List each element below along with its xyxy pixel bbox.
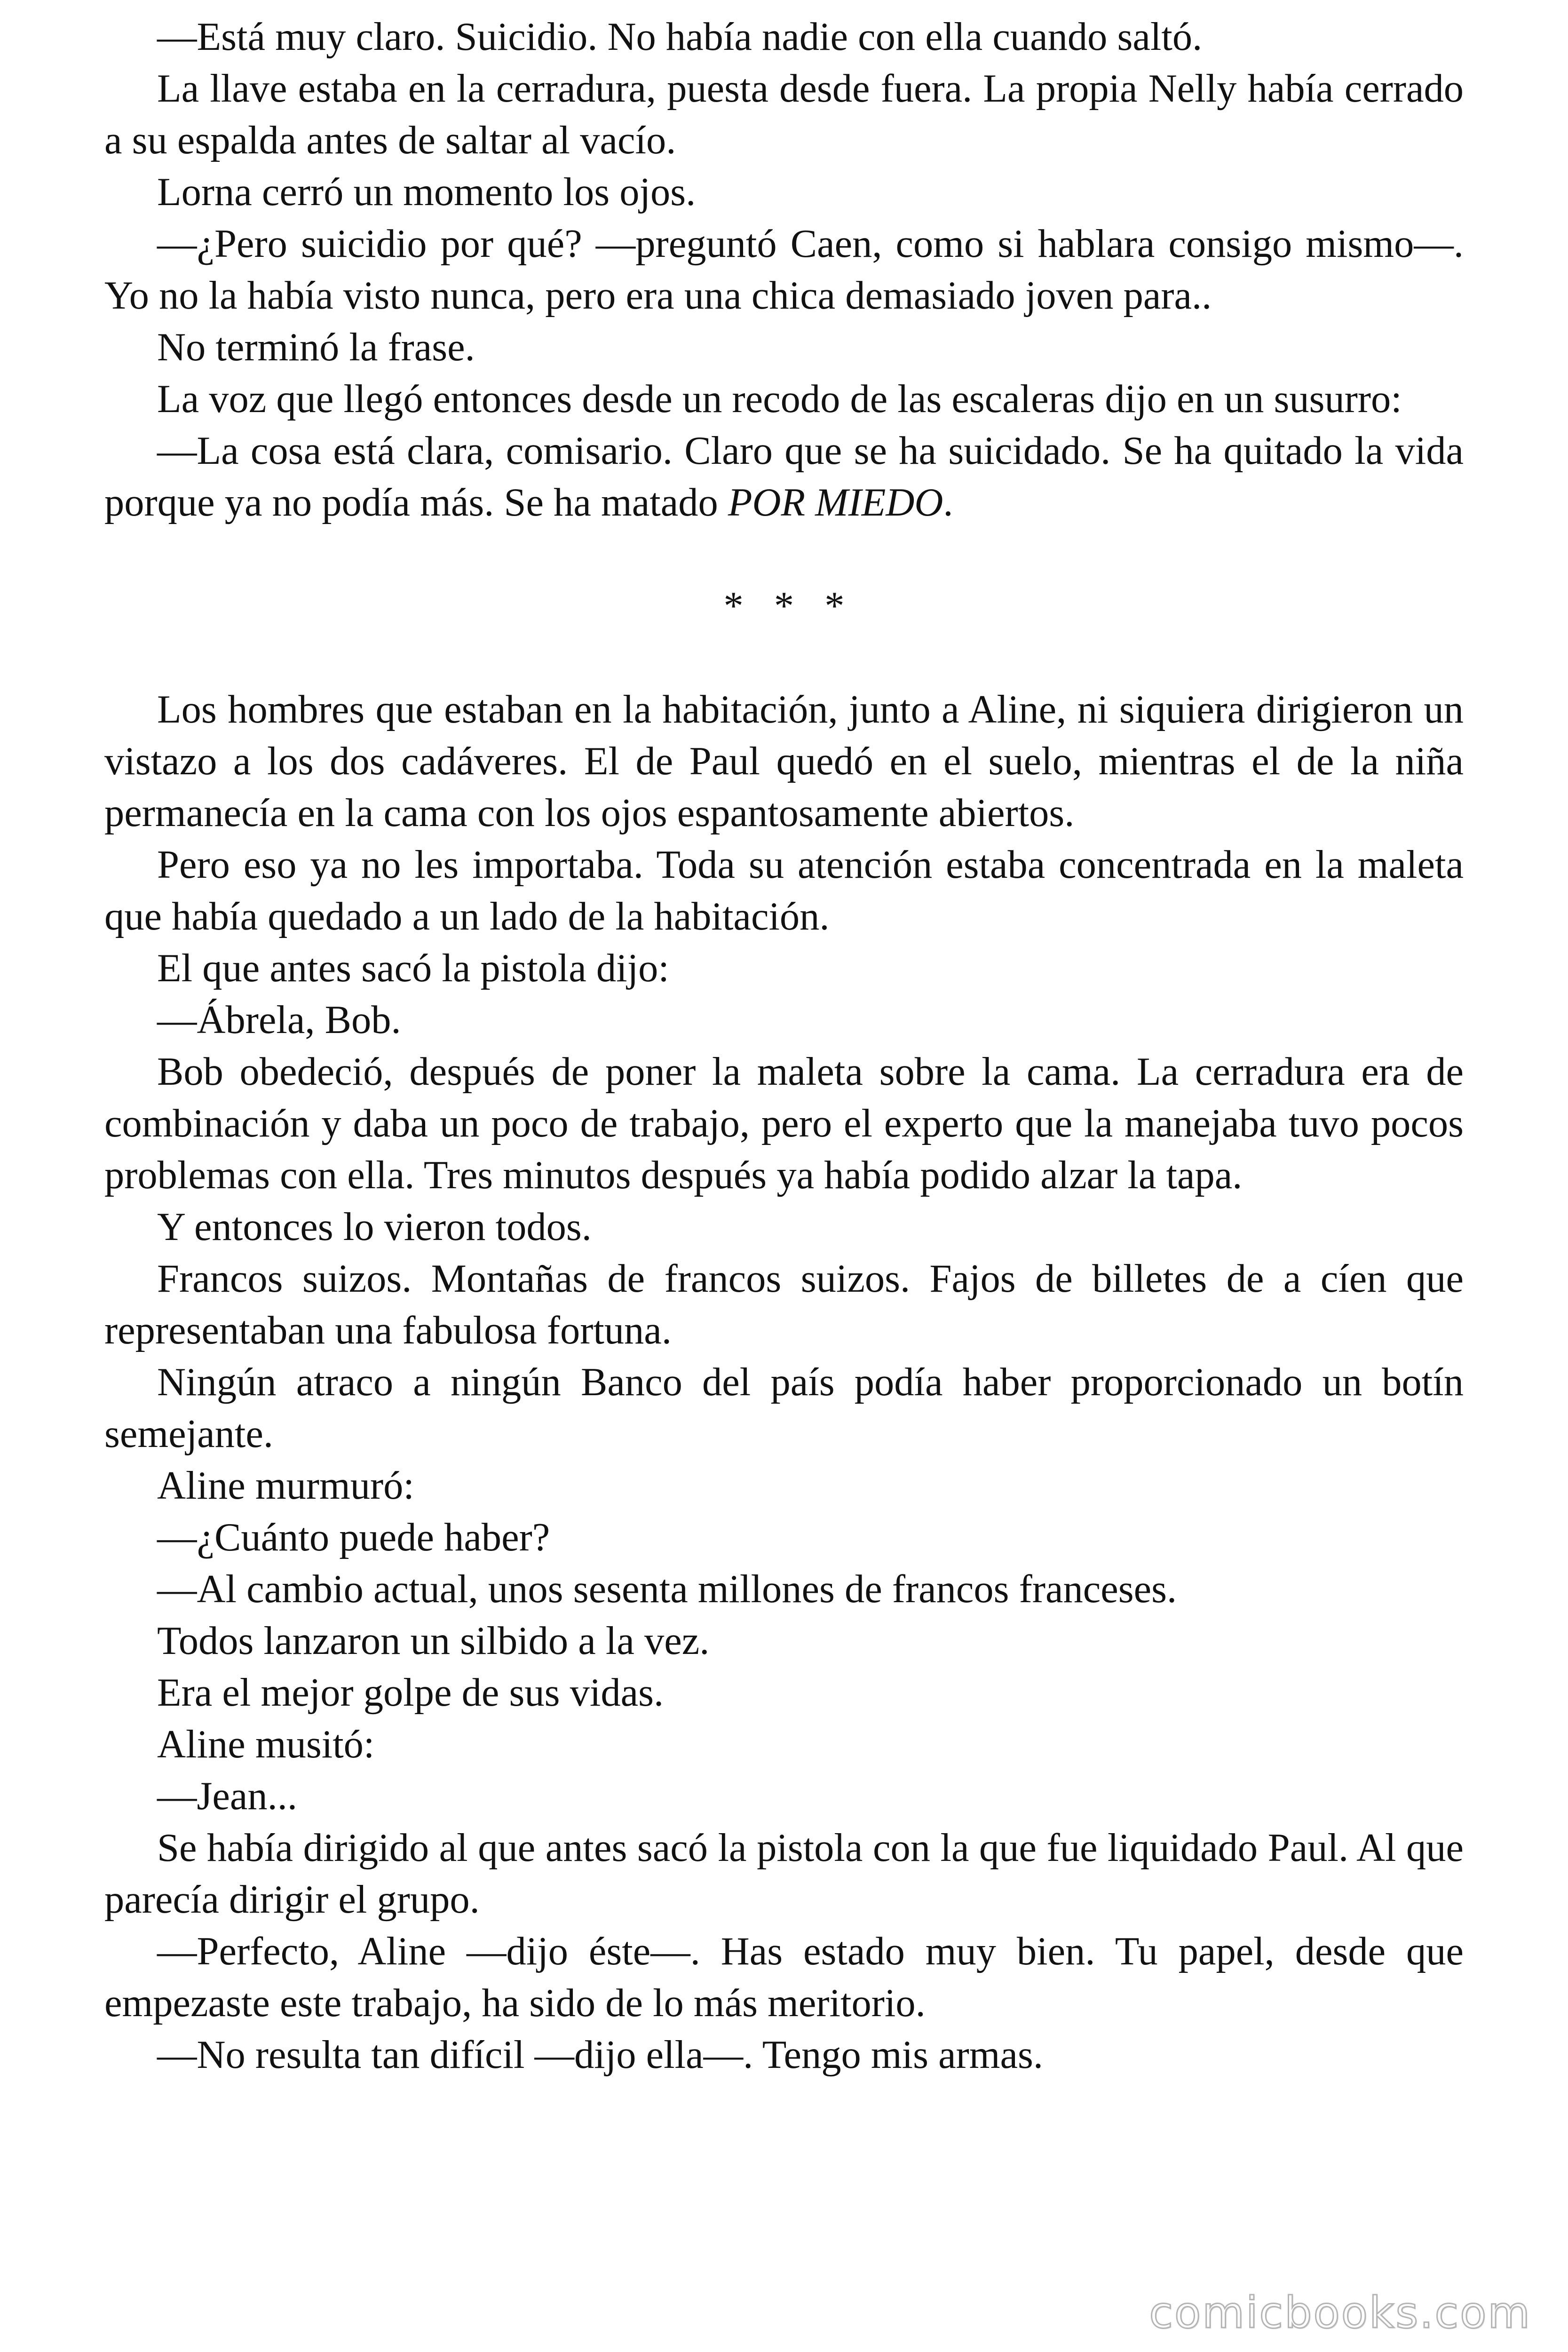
paragraph: El que antes sacó la pistola dijo: xyxy=(157,946,669,990)
paragraph xyxy=(104,425,1464,529)
paragraph: Bob obedeció, después de poner la maleta sobre la cama. La cerradura era de combinación y daba un poco de trabajo, pero el experto que la manejaba tuvo pocos problemas con ella. Tres minutos después ya había podido alzar la tapa. xyxy=(104,1050,1464,1197)
watermark: comicbooks.com xyxy=(1149,2288,1531,2338)
paragraph-text: —La cosa está clara, comisario. Claro que se ha suicidado. Se ha quitado la vida porque ya no podía más. Se ha matado xyxy=(104,429,1464,524)
paragraph: La llave estaba en la cerradura, puesta desde fuera. La propia Nelly había cerrado a su espalda antes de saltar al vacío. xyxy=(104,67,1464,162)
paragraph: Todos lanzaron un silbido a la vez. xyxy=(157,1619,710,1663)
paragraph: Y entonces lo vieron todos. xyxy=(157,1205,592,1249)
paragraph: —Al cambio actual, unos sesenta millones de francos franceses. xyxy=(157,1567,1177,1611)
paragraph: —Ábrela, Bob. xyxy=(157,998,401,1042)
paragraph: Se había dirigido al que antes sacó la pistola con la que fue liquidado Paul. Al que parecía dirigir el grupo. xyxy=(104,1826,1464,1922)
paragraph: Francos suizos. Montañas de francos suizos. Fajos de billetes de a cíen que representaban una fabulosa fortuna. xyxy=(104,1257,1464,1352)
paragraph: Pero eso ya no les importaba. Toda su atención estaba concentrada en la maleta que había quedado a un lado de la habitación. xyxy=(104,843,1464,938)
paragraph: Era el mejor golpe de sus vidas. xyxy=(157,1671,664,1715)
paragraph: Ningún atraco a ningún Banco del país podía haber proporcionado un botín semejante. xyxy=(104,1360,1464,1456)
section-separator: * * * xyxy=(723,584,855,628)
paragraph: —¿Cuánto puede haber? xyxy=(157,1516,550,1559)
paragraph: Aline musitó: xyxy=(157,1723,375,1766)
paragraph: —No resulta tan difícil —dijo ella—. Tengo mis armas. xyxy=(157,2033,1044,2077)
paragraph: —Está muy claro. Suicidio. No había nadie con ella cuando saltó. xyxy=(157,15,1203,59)
paragraph: No terminó la frase. xyxy=(157,326,475,369)
paragraph: —Perfecto, Aline —dijo éste—. Has estado muy bien. Tu papel, desde que empezaste este trabajo, ha sido de lo más meritorio. xyxy=(104,1930,1464,2025)
paragraph: La voz que llegó entonces desde un recodo de las escaleras dijo en un susurro: xyxy=(157,377,1402,421)
emphasis-text: POR MIEDO xyxy=(728,481,943,524)
paragraph: Lorna cerró un momento los ojos. xyxy=(157,170,696,214)
paragraph-end: . xyxy=(943,481,953,524)
paragraph: Aline murmuró: xyxy=(157,1464,414,1508)
paragraph: —Jean... xyxy=(157,1774,298,1818)
book-page xyxy=(104,11,1464,2081)
paragraph: Los hombres que estaban en la habitación, junto a Aline, ni siquiera dirigieron un vistazo a los dos cadáveres. El de Paul quedó en el suelo, mientras el de la niña permanecía en la cama con los ojos espantosamente abiertos. xyxy=(104,688,1464,835)
paragraph: —¿Pero suicidio por qué? —preguntó Caen, como si hablara consigo mismo—. Yo no la había visto nunca, pero era una chica demasiado joven para.. xyxy=(104,222,1464,318)
